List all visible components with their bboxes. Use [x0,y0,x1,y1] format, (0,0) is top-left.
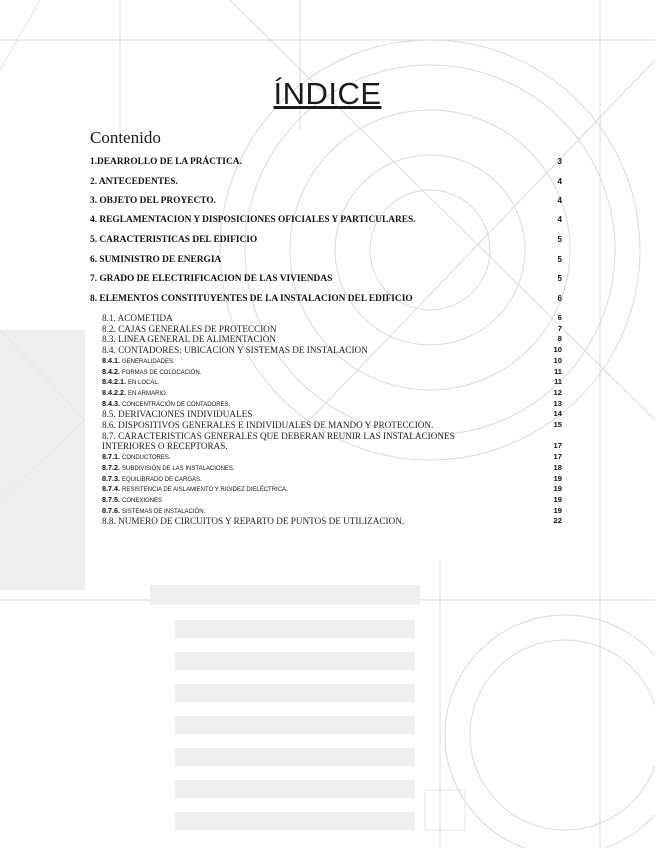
toc-subentry-label [102,356,175,365]
toc-subentry-label: INTERIORES O RECEPTORAS. [102,441,228,452]
toc-subentry-label: 8.6. DISPOSITIVOS GENERALES E INDIVIDUALES DE MANDO Y PROTECCION. [102,420,434,430]
toc-entry-page: 5 [557,274,562,283]
toc-subentry-label: 8.4. CONTADORES: UBICACION Y SISTEMAS DE INSTALACION [102,345,368,356]
toc-subentry-label: 8.8. NUMERO DE CIRCUITOS Y REPARTO DE PUNTOS DE UTILIZACION. [102,516,405,527]
toc-subentry-page: 11 [553,366,562,376]
toc-entry-page: 4 [557,215,562,224]
toc-subentry-page: 22 [553,516,562,526]
toc-subentry-label [102,474,202,483]
toc-subentry-text: GENERALIDADES. [121,358,175,365]
toc-subentry-text: EQUILIBRADO DE CARGAS. [121,476,202,483]
toc-subentry-page: 10 [553,355,562,365]
toc-subentry-page: 14 [553,409,562,419]
toc-subentry-label [102,377,159,386]
toc-subentry-text: CONEXIONES [121,497,162,504]
toc-subentry-label [102,506,205,515]
toc-subentry-page: 8 [557,334,562,344]
page-title: ÍNDICE [273,76,382,111]
toc-subentry-label [102,367,201,376]
toc-subentry-label: 8.5. DERIVACIONES INDIVIDUALES [102,409,253,420]
toc-entry-label: 4. REGLAMENTACION Y DISPOSICIONES OFICIALES Y PARTICULARES. [90,215,416,225]
toc-entry-label: 3. OBJETO DEL PROYECTO. [90,196,216,206]
toc-subentry-text: SISTEMAS DE INSTALACIÓN. [121,508,206,515]
toc-subentry-number: 8.7.4. [102,484,122,494]
toc-subentry-page: 19 [553,505,562,515]
toc-subentry-page: 17 [553,452,562,462]
toc-subentry-text: RESISTENCIA DE AISLAMIENTO Y RIGIDEZ DIELÉCTRICA. [121,487,288,494]
toc-subentry-page: 11 [553,377,562,387]
toc-subentry-text: CONDUCTORES. [121,455,171,462]
toc-subentry-number: 8.7.6. [102,505,122,515]
toc-subentry-page: 19 [553,473,562,483]
toc-subentry-label: 8.3. LINEA GENERAL DE ALIMENTACION [102,334,276,345]
toc-subentry-number: 8.4.3. [102,398,122,408]
toc-subentry-label [102,495,162,504]
toc-subentry-text: EN ARMARIO. [127,390,168,397]
toc-subentry-number: 8.4.2. [102,366,122,376]
toc-subentry-number: 8.7.2. [102,462,122,472]
contents-heading: Contenido [90,128,161,147]
toc-subentry-page: 7 [557,323,562,333]
toc-subentry-label [102,452,171,461]
toc-subentry-label [102,388,167,397]
toc-entry-label: 5. CARACTERISTICAS DEL EDIFICIO [90,235,258,245]
toc-subentry-page: 18 [553,462,562,472]
toc-entry-page: 5 [557,235,562,244]
toc-subentry-label: 8.7. CARACTERISTICAS GENERALES QUE DEBERAN REUNIR LAS INSTALACIONES [102,430,455,441]
toc-subentry-page: 17 [553,441,562,451]
toc-entry-page: 4 [557,177,562,186]
toc-subentry-number: 8.7.1. [102,452,122,462]
toc-entry-page: 4 [557,196,562,205]
toc-entry-page: 5 [557,255,562,264]
toc-subentry-label: 8.2. CAJAS GENERALES DE PROTECCION [102,323,277,334]
toc-entry-label: 7. GRADO DE ELECTRIFICACION DE LAS VIVIENDAS [90,274,333,284]
toc-subentry-page: 13 [553,398,562,408]
toc-subentry-page: 10 [553,345,562,355]
toc-entry-label: 2. ANTECEDENTES. [90,177,178,187]
toc-subentry-page: 19 [553,484,562,494]
toc-subentry-number: 8.4.2.2. [102,387,128,397]
toc-subentry-page: 12 [553,387,562,397]
toc-subentry-number: 8.7.3. [102,473,122,483]
toc-subentry-text: EN LOCAL. [127,380,160,387]
toc-subentry-number: 8.7.5. [102,494,122,504]
toc-subentry-label [102,399,230,408]
toc-subentry-label [102,484,288,493]
toc-subentry-label: 8.1. ACOMETIDA [102,313,173,323]
toc-entry-label: 1.DEARROLLO DE LA PRÁCTICA. [90,157,242,167]
toc-subentry-number: 8.4.2.1. [102,377,128,387]
toc-subentry-page: 6 [557,313,562,322]
toc-subentry-page: 19 [553,494,562,504]
toc-subentry-text: SUBDIVISIÓN DE LAS INSTALACIONES. [121,465,235,472]
toc-subentry-text: FORMAS DE COLOCACIÓN. [121,369,202,376]
toc-entry-page: 3 [557,157,562,166]
toc-subentry-page: 15 [553,420,562,429]
toc-entry-label: 6. SUMINISTRO DE ENERGIA [90,255,222,265]
toc-subentry-label [102,463,235,472]
toc-subentry-text: CONCENTRACIÓN DE CONTADORES. [121,401,231,408]
toc-entry-page: 6 [557,294,562,303]
toc-subentry-number: 8.4.1. [102,355,122,365]
toc-entry-label: 8. ELEMENTOS CONSTITUYENTES DE LA INSTALACION DEL EDIFICIO [90,294,413,304]
